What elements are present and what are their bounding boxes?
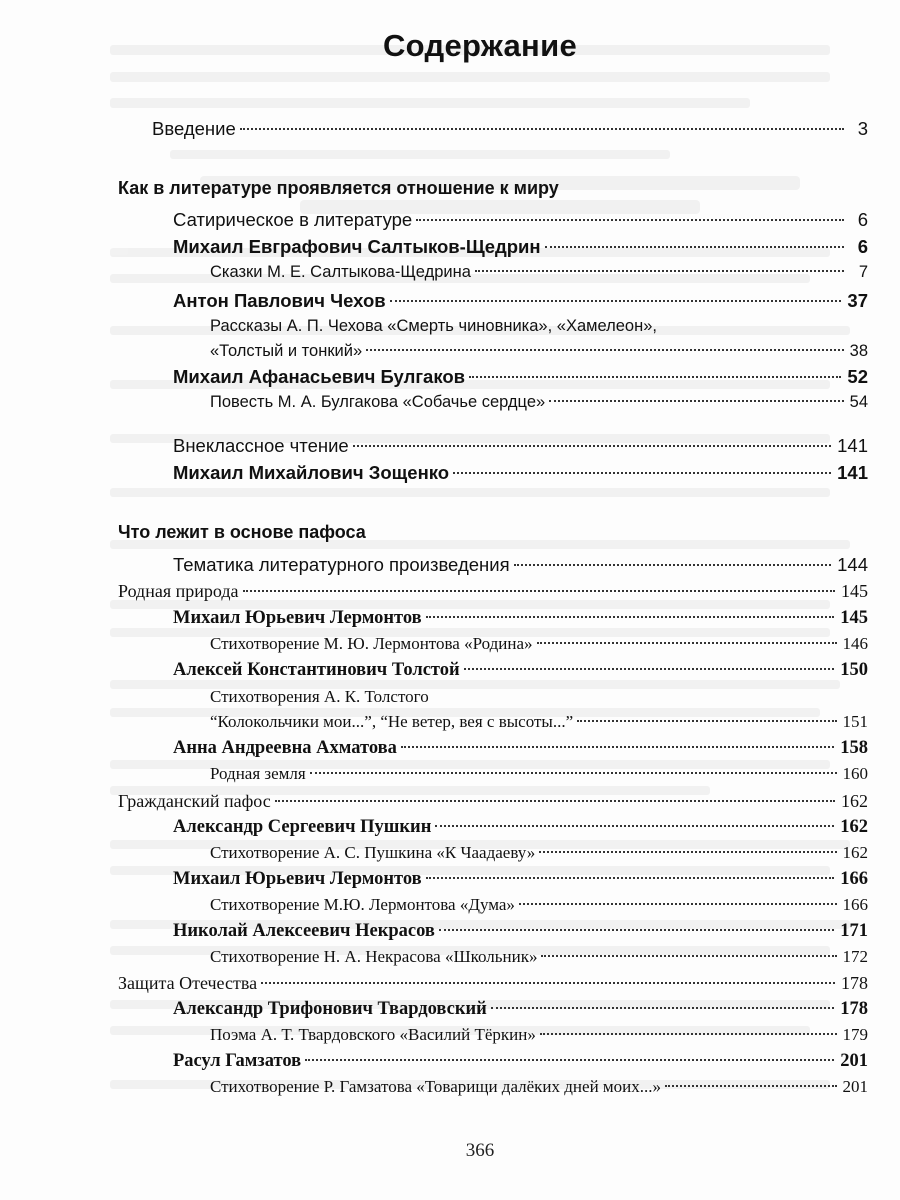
toc-entry-label: Михаил Афанасьевич Булгаков	[173, 366, 466, 387]
toc-entry-page: 178	[841, 973, 868, 993]
toc-entry-page: 171	[840, 921, 868, 941]
dot-leader	[514, 564, 832, 566]
toc-entry-page: 162	[840, 817, 868, 837]
toc-entry-label: Стихотворение А. С. Пушкина «К Чаадаеву»	[210, 843, 536, 862]
toc-entry[interactable]	[173, 999, 868, 1020]
toc-entry-label: Гражданский пафос	[118, 791, 271, 811]
toc-entry-page: 52	[847, 366, 868, 387]
dot-leader	[665, 1085, 836, 1087]
toc-entry[interactable]	[210, 393, 868, 412]
toc-entry-page: 160	[842, 764, 868, 783]
toc-entry-page: 145	[841, 581, 868, 601]
toc-entry-page: 38	[849, 342, 868, 360]
toc-entry[interactable]	[173, 817, 868, 838]
toc-entry[interactable]	[173, 290, 868, 312]
toc-entry-label: «Толстый и тонкий»	[210, 342, 363, 360]
dot-leader	[469, 376, 841, 378]
toc-entry-label: Алексей Константинович Толстой	[173, 660, 460, 680]
toc-entry[interactable]	[173, 921, 868, 942]
dot-leader	[416, 219, 844, 221]
toc-section-heading: Как в литературе проявляется отношение к миру	[118, 178, 559, 198]
dot-leader	[539, 851, 836, 853]
dot-leader	[541, 955, 836, 957]
dot-leader	[519, 903, 837, 905]
dot-leader	[426, 877, 835, 879]
toc-section-heading: Что лежит в основе пафоса	[118, 522, 366, 542]
dot-leader	[439, 929, 834, 931]
dot-leader	[401, 746, 834, 748]
toc-entry-label: Стихотворение Р. Гамзатова «Товарищи далёких дней моих...»	[210, 1077, 662, 1096]
toc-entry-label: Антон Павлович Чехов	[173, 290, 386, 311]
toc-entry-label: Александр Сергеевич Пушкин	[173, 817, 432, 837]
dot-leader	[537, 642, 837, 644]
toc-entry[interactable]	[118, 791, 868, 812]
toc-entry-page: 141	[837, 462, 868, 483]
toc-entry-label: Сказки М. Е. Салтыкова-Щедрина	[210, 263, 471, 281]
toc-entry-label: Введение	[152, 118, 236, 139]
toc-entry[interactable]	[118, 973, 868, 994]
toc-entry-label: Михаил Михайлович Зощенко	[173, 462, 450, 483]
toc-entry-page: 172	[842, 947, 868, 966]
toc-entry[interactable]	[210, 947, 868, 967]
toc-entry-label: Родная земля	[210, 764, 306, 783]
toc-entry-label: Михаил Евграфович Салтыков-Щедрин	[173, 236, 541, 257]
toc-entry-page: 6	[857, 236, 868, 257]
dot-leader	[240, 128, 844, 130]
toc-entry-page: 166	[840, 869, 868, 889]
toc-entry[interactable]	[173, 462, 868, 484]
toc-entry-page: 162	[842, 843, 868, 862]
toc-entry-page: 179	[842, 1025, 868, 1044]
toc-entry-page: 54	[849, 393, 868, 411]
toc-entry[interactable]	[173, 660, 868, 681]
toc-entry[interactable]	[210, 263, 868, 282]
toc-entry-label: Анна Андреевна Ахматова	[173, 738, 397, 758]
toc-entry[interactable]	[210, 342, 868, 361]
toc-entry-page: 178	[840, 999, 868, 1019]
toc-entry-page: 166	[842, 895, 868, 914]
dot-leader	[275, 800, 835, 802]
toc-entry-page: 6	[857, 209, 868, 230]
dot-leader	[390, 300, 842, 302]
toc-entry[interactable]	[173, 554, 868, 576]
toc-entry-page: 201	[842, 1077, 868, 1096]
toc-entry[interactable]	[152, 118, 868, 140]
dot-leader	[545, 246, 844, 248]
toc-entry-page: 146	[842, 634, 868, 653]
dot-leader	[464, 668, 835, 670]
toc-entry-page: 201	[840, 1051, 868, 1071]
dot-leader	[426, 616, 835, 618]
toc-entry-label: Расул Гамзатов	[173, 1051, 302, 1071]
toc-entry-page: 37	[847, 290, 868, 311]
toc-entry[interactable]	[173, 608, 868, 629]
toc-entry[interactable]	[210, 895, 868, 915]
toc-entry[interactable]	[210, 634, 868, 654]
toc-entry-label: “Колокольчики мои...”, “Не ветер, вея с высоты...”	[210, 712, 574, 731]
toc-entry-label: Родная природа	[118, 581, 239, 601]
toc-entry-label: Поэма А. Т. Твардовского «Василий Тёркин»	[210, 1025, 536, 1044]
toc-entry-page: 150	[840, 660, 868, 680]
toc-entry-label: Стихотворение М.Ю. Лермонтова «Дума»	[210, 895, 515, 914]
dot-leader	[491, 1007, 834, 1009]
toc-entry-page: 144	[837, 554, 868, 575]
toc-entry-page: 151	[842, 712, 868, 731]
toc-entry[interactable]	[173, 1051, 868, 1072]
page-number: 366	[465, 1140, 495, 1161]
toc-entry[interactable]	[210, 1077, 868, 1097]
toc-entry[interactable]	[173, 236, 868, 258]
dot-leader	[540, 1033, 837, 1035]
dot-leader	[475, 270, 844, 272]
toc-entry[interactable]	[173, 738, 868, 759]
toc-entry-page: 141	[837, 435, 868, 456]
toc-entry-label: Сатирическое в литературе	[173, 209, 413, 230]
dot-leader	[366, 349, 843, 351]
dot-leader	[243, 590, 836, 592]
toc-entry-page: 7	[858, 263, 868, 281]
toc-entry-label: Михаил Юрьевич Лермонтов	[173, 869, 422, 889]
toc-entry-continued: Рассказы А. П. Чехова «Смерть чиновника», «Хамелеон»,	[210, 317, 657, 335]
toc-entry-label: Стихотворение М. Ю. Лермонтова «Родина»	[210, 634, 533, 653]
dot-leader	[305, 1059, 834, 1061]
dot-leader	[549, 400, 843, 402]
toc-entry[interactable]	[210, 712, 868, 732]
toc-entry-page: 158	[840, 738, 868, 758]
toc-entry-continued: Стихотворения А. К. Толстого	[210, 687, 429, 706]
toc-entry-label: Внеклассное чтение	[173, 435, 349, 456]
toc-entry[interactable]	[210, 1025, 868, 1045]
dot-leader	[435, 825, 834, 827]
toc-entry-label: Стихотворение Н. А. Некрасова «Школьник»	[210, 947, 538, 966]
dot-leader	[261, 982, 835, 984]
contents-heading: Содержание	[383, 28, 577, 63]
dot-leader	[310, 772, 837, 774]
dot-leader	[353, 445, 831, 447]
toc-entry-label: Повесть М. А. Булгакова «Собачье сердце»	[210, 393, 546, 411]
toc-entry-label: Защита Отечества	[118, 973, 258, 993]
toc-entry-label: Михаил Юрьевич Лермонтов	[173, 608, 422, 628]
toc-entry[interactable]	[118, 581, 868, 602]
toc-entry[interactable]	[173, 209, 868, 231]
dot-leader	[577, 720, 836, 722]
toc-entry-page: 145	[840, 608, 868, 628]
toc-entry-page: 162	[841, 791, 868, 811]
toc-entry[interactable]	[210, 764, 868, 784]
toc-entry[interactable]	[173, 869, 868, 890]
toc-entry[interactable]	[173, 366, 868, 388]
dot-leader	[453, 472, 831, 474]
toc-entry-page: 3	[857, 118, 868, 139]
toc-entry[interactable]	[210, 843, 868, 863]
toc-entry-label: Тематика литературного произведения	[173, 554, 510, 575]
toc-entry-label: Александр Трифонович Твардовский	[173, 999, 487, 1019]
toc-entry[interactable]	[173, 435, 868, 457]
toc-entry-label: Николай Алексеевич Некрасов	[173, 921, 435, 941]
